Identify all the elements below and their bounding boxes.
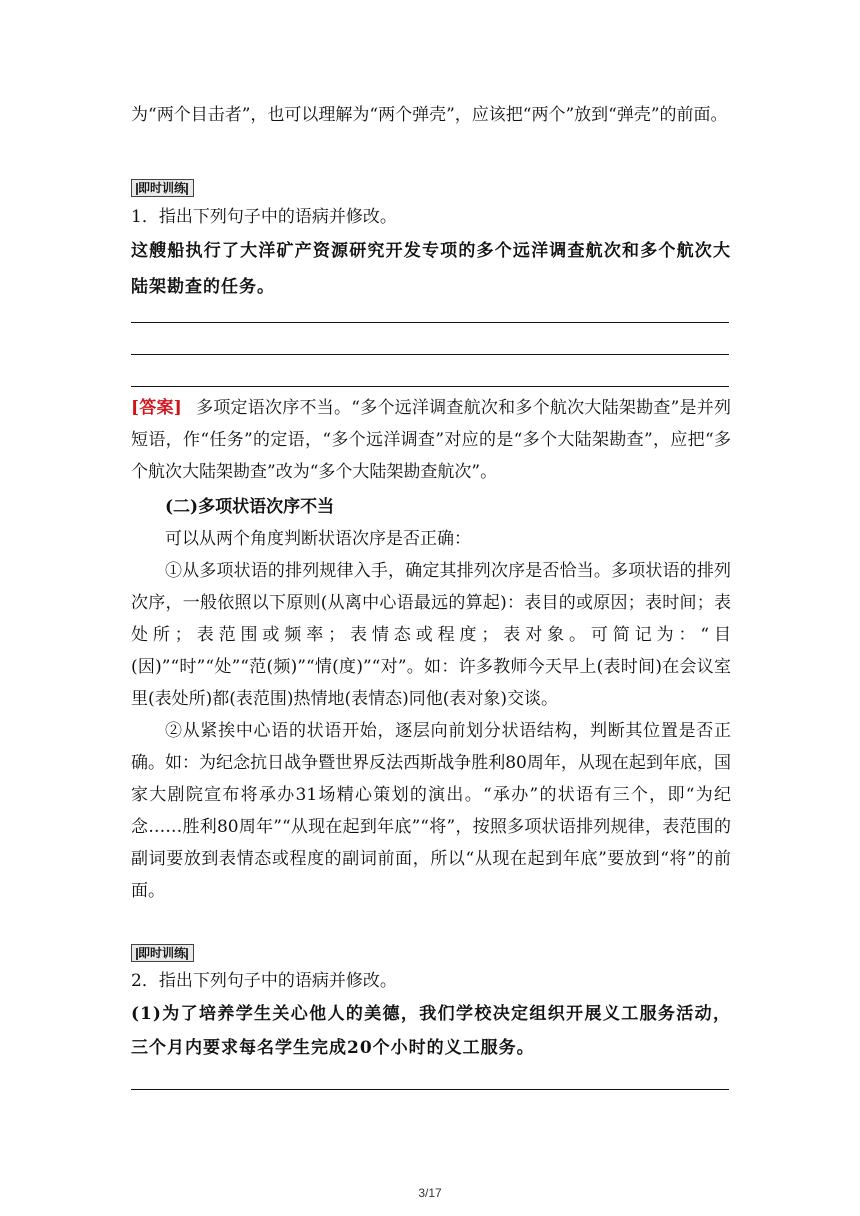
- question-1-sentence: 这艘船执行了大洋矿产资源研究开发专项的多个远洋调查航次和多个航次大陆架勘查的任务。: [131, 241, 731, 297]
- top-paragraph: 为“两个目击者”，也可以理解为“两个弹壳”，应该把“两个”放到“弹壳”的前面。: [131, 105, 728, 125]
- question-1: [131, 201, 731, 305]
- question-2-sentence: (1)为了培养学生关心他人的美德，我们学校决定组织开展义工服务活动，三个月内要求每名学生完成20个小时的义工服务。: [131, 1004, 731, 1058]
- answer-line-1: [131, 322, 729, 323]
- top-paragraph-block: [131, 99, 731, 131]
- practice-tag-2-block: [131, 942, 731, 962]
- answer-line-2: [131, 354, 729, 355]
- practice-tag-label: 即时训练: [138, 181, 187, 195]
- answer-label: [答案]: [131, 398, 182, 418]
- practice-tag: [131, 944, 194, 962]
- answer-line-4: [131, 1089, 729, 1090]
- point-1: ①从多项状语的排列规律入手，确定其排列次序是否恰当。多项状语的排列次序，一般依照以下原则(从离中心语最远的算起)：表目的或原因；表时间；表处所；表范围或频率；表情态或程度；表对象。可简记为：“目(因)”“时”“处”“范(频)”“情(度)”“对”。如：许多教师今天早上(表时间)在会议室里(表处所)都(表范围)热情地(表情态)同他(表对象)交谈。: [131, 561, 731, 709]
- intro-text: 可以从两个角度判断状语次序是否正确：: [165, 529, 471, 549]
- answer-block: [131, 392, 731, 488]
- answer-text: 多项定语次序不当。“多个远洋调查航次和多个航次大陆架勘查”是并列短语，作“任务”的定语，“多个远洋调查”对应的是“多个大陆架勘查”，应把“多个航次大陆架勘查”改为“多个大陆架勘查航次”。: [131, 398, 731, 482]
- answer-line-3: [131, 386, 729, 387]
- point-2: ②从紧挨中心语的状语开始，逐层向前划分状语结构，判断其位置是否正确。如：为纪念抗日战争暨世界反法西斯战争胜利80周年，从现在起到年底，国家大剧院宣布将承办31场精心策划的演出。“承办”的状语有三个，即“为纪念……胜利80周年”“从现在起到年底”“将”，按照多项状语排列规律，表范围的副词要放到表情态或程度的副词前面，所以“从现在起到年底”要放到“将”的前面。: [131, 721, 731, 901]
- question-2: [131, 965, 731, 1065]
- question-2-title: 2．指出下列句子中的语病并修改。: [131, 971, 397, 991]
- practice-tag-label: 即时训练: [138, 946, 187, 960]
- section-title: (二)多项状语次序不当: [165, 497, 335, 517]
- page-number: 3/17: [418, 1186, 442, 1200]
- section-block: [131, 491, 731, 907]
- question-1-title: 1．指出下列句子中的语病并修改。: [131, 207, 397, 227]
- practice-tag-1-block: [131, 177, 731, 197]
- practice-tag: [131, 179, 194, 197]
